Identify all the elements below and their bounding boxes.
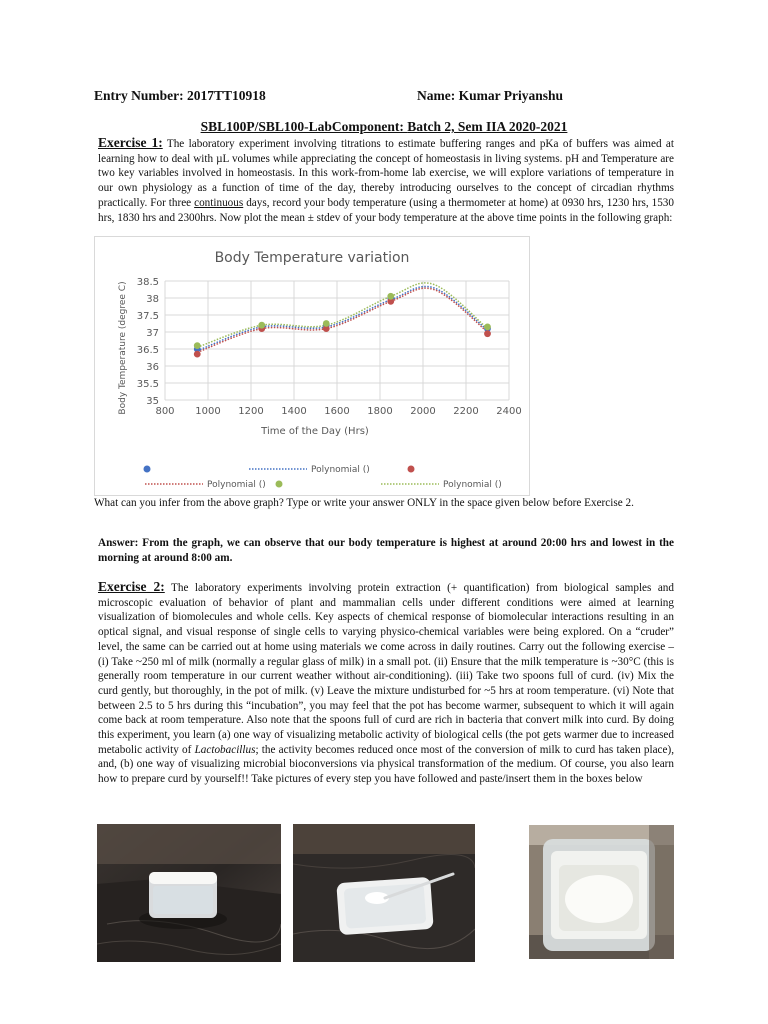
course-title	[0, 119, 768, 135]
y-tick-label: 36.5	[136, 345, 159, 356]
y-tick-label: 35	[146, 396, 159, 407]
legend-marker-1	[408, 466, 415, 473]
legend-label-2: Polynomial ()	[443, 480, 502, 490]
answer-text: Answer: From the graph, we can observe that our body temperature is highest at around 20:00 hrs and lowest in the morning at around 8:00 am.	[98, 537, 674, 564]
y-tick-label: 37	[146, 328, 159, 339]
x-tick-label: 1400	[281, 406, 307, 417]
y-tick-label: 35.5	[136, 379, 159, 390]
x-tick-label: 800	[155, 406, 175, 417]
exercise-1-text-b: days, record your body temperature (using a thermometer at home) at 0930 hrs, 1230 hrs, 1530 hrs, 1830 hrs and 2300hrs. Now plot the mean ± stdev of your body temperature at the above time points in the following graph:	[98, 196, 674, 224]
course-code: SBL100P/SBL100-LabComponent:	[200, 119, 408, 134]
student-name: Name: Kumar Priyanshu	[417, 88, 564, 103]
entry-number: Entry Number: 2017TT10918	[94, 88, 266, 103]
legend-marker-0	[144, 466, 151, 473]
x-tick-label: 1800	[367, 406, 393, 417]
data-point-s2	[194, 342, 201, 349]
x-tick-label: 2200	[453, 406, 479, 417]
exercise-2-text-a: The laboratory experiments involving protein extraction (+ quantification) from biological samples and microscopic evaluation of behavior of plant and mammalian cells under different conditions were aimed at learning visualization of biomolecules and whole cells. Key aspects of chemical response of biomolecular interactions resulting in an optical signal, and visual response of single cells to varying physico-chemical variables were being explored. On a “cruder” level, the same can be carried out at home using materials we come across in daily routines. Carry out the following exercise – (i) Take ~250 ml of milk (normally a regular glass of milk) in a small pot. (ii) Ensure that the milk temperature is ~30°C (this is generally room temperature in our current weather without air-conditioning). (iii) Take two spoons full of curd. (iv) Mix the curd gently, but thoroughly, in the pot of milk. (v) Leave the mixture undisturbed for ~5 hrs at room temperature. (vi) Note that between 2.5 to 5 hrs during this “incubation”, you may feel that the pot has become warmer, subsequent to which it will again come back at room temperature. Also note that the spoons full of curd are rich in bacteria that convert milk into curd. By doing this experiment, you learn (a) one way of visualizing metabolic activity of biological cells (the pot gets warmer due to increased metabolic activity of	[98, 582, 674, 756]
x-tick-label: 1200	[238, 406, 264, 417]
chart-title: Body Temperature variation	[214, 250, 410, 266]
exercise-2-paragraph	[98, 580, 674, 787]
x-tick-label: 1000	[195, 406, 221, 417]
data-point-s1	[194, 351, 201, 358]
data-point-s1	[484, 330, 491, 337]
x-tick-label: 2400	[496, 406, 522, 417]
data-point-s2	[323, 320, 330, 327]
photo-set-curd	[529, 825, 674, 959]
exercise-2-text-b: ; the activity becomes reduced once most of the conversion of milk to curd has taken place), and, (b) one way of visualizing microbial bioconversions via physical transformation of the medium. Of course, you also learn how to prepare curd by yourself!! Take pictures of every step you have followed and paste/insert them in the boxes below	[98, 743, 675, 786]
x-tick-label: 1600	[324, 406, 350, 417]
exercise-1-paragraph	[98, 136, 674, 225]
exercise-1-title: Exercise 1:	[98, 135, 163, 150]
legend-marker-2	[276, 481, 283, 488]
exercise-2-text-italic: Lactobacillus	[194, 743, 256, 756]
data-point-s2	[387, 293, 394, 300]
y-tick-label: 37.5	[136, 311, 159, 322]
y-tick-label: 38	[146, 294, 159, 305]
legend-label-0: Polynomial ()	[311, 465, 370, 475]
photo-mixing-curd	[293, 824, 475, 962]
temperature-chart	[94, 236, 530, 496]
legend-label-1: Polynomial ()	[207, 480, 266, 490]
x-tick-label: 2000	[410, 406, 436, 417]
trendline-0	[197, 286, 487, 350]
data-point-s2	[258, 322, 265, 329]
inference-question: What can you infer from the above graph? Type or write your answer ONLY in the space given below before Exercise 2.	[94, 497, 634, 509]
exercise-2-title: Exercise 2:	[98, 579, 165, 594]
y-tick-label: 36	[146, 362, 159, 373]
course-batch: Batch 2, Sem IIA 2020-2021	[407, 119, 568, 134]
y-axis-label: Body Temperature (degree C)	[118, 281, 128, 415]
x-axis-label: Time of the Day (Hrs)	[261, 426, 369, 437]
y-tick-label: 38.5	[136, 277, 159, 288]
photo-milk-container	[97, 824, 281, 962]
exercise-1-text-underlined: continuous	[194, 196, 244, 209]
data-point-s2	[484, 324, 491, 331]
chart-svg	[95, 237, 529, 495]
exercise-1-text-a: The laboratory experiment involving titrations to estimate buffering ranges and pKa of buffers was aimed at learning how to deal with µL volumes while appreciating the concept of homeostasis in living systems. pH and Temperature are two key variables involved in homeostasis. In this work-from-home lab exercise, we will explore variations of temperature in our own physiology as a function of time of the day, thereby introducing ourselves to the concept of circadian rhythms practically. For three	[98, 138, 674, 209]
